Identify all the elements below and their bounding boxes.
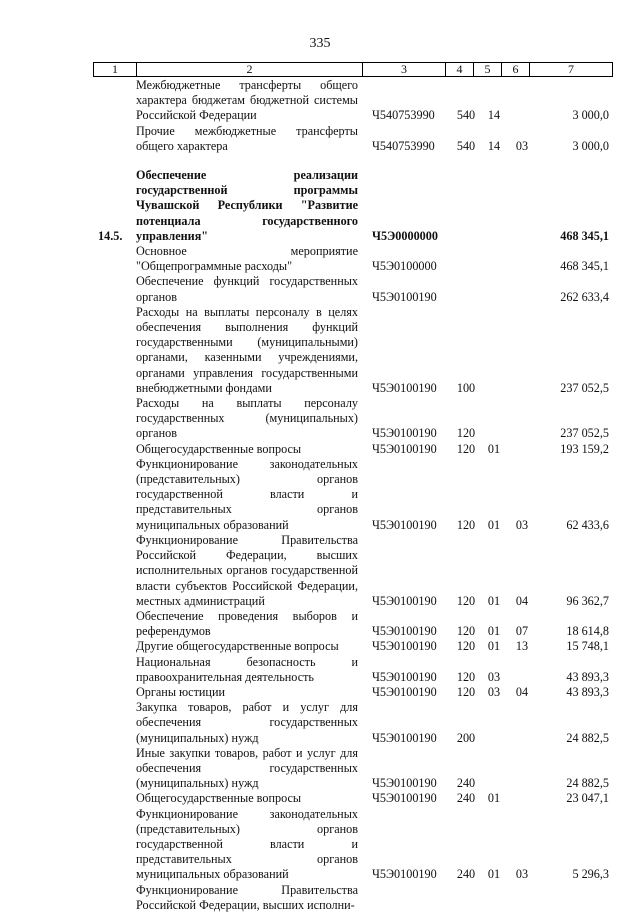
section-code: 01	[487, 867, 501, 882]
amount: 468 345,1	[560, 259, 609, 274]
row-name: Основное мероприятие "Общепрограммные расходы"	[136, 244, 358, 274]
section-code: 03	[487, 684, 501, 699]
table-header	[93, 62, 613, 77]
row-name: Обеспечение реализации государственной программы Чувашской Республики "Развитие потенциала государственного управления"	[136, 168, 358, 243]
target-article-code: Ч540753990	[372, 138, 435, 153]
row-name: Другие общегосударственные вопросы	[136, 639, 339, 654]
table-row	[93, 305, 613, 396]
section-code: 01	[487, 441, 501, 456]
table-row	[93, 746, 613, 792]
row-name: Обеспечение проведения выборов и референдумов	[136, 608, 358, 639]
row-name: Функционирование Правительства Российской Федерации, высших исполнительных органов государственной власти субъектов Российской Федерации, местных администраций	[136, 532, 358, 608]
expense-type: 240	[456, 776, 476, 791]
section-code: 01	[487, 624, 501, 639]
budget-table-body	[93, 78, 613, 913]
target-article-code: Ч5Э0100190	[372, 517, 437, 532]
target-article-code: Ч5Э0100190	[372, 593, 437, 608]
page-number: 335	[309, 36, 331, 51]
target-article-code: Ч5Э0100190	[372, 791, 437, 806]
header-cell: 6	[501, 63, 529, 76]
section-code: 14	[487, 108, 501, 123]
section-code: 01	[487, 639, 501, 654]
header-cell: 1	[112, 62, 118, 76]
amount: 43 893,3	[566, 669, 609, 684]
amount: 43 893,3	[566, 684, 609, 699]
table-row	[93, 274, 613, 304]
header-cell: 7	[529, 63, 612, 76]
subsection-code: 04	[515, 684, 529, 699]
table-row	[93, 791, 613, 806]
expense-type: 120	[456, 624, 476, 639]
table-row	[93, 533, 613, 609]
table-row	[93, 685, 613, 700]
table-row	[93, 700, 613, 746]
expense-type: 120	[456, 669, 476, 684]
table-row	[93, 124, 613, 154]
table-row	[93, 396, 613, 442]
target-article-code: Ч5Э0100000	[372, 259, 437, 274]
target-article-code: Ч5Э0100190	[372, 867, 437, 882]
header-cell: 5	[473, 63, 501, 76]
row-name: Расходы на выплаты персоналу в целях обеспечения выполнения функций государственными (муниципальными) органами, казенными учреждениями, органами управления государственными внебюджетными фондами	[136, 304, 358, 395]
amount: 96 362,7	[566, 593, 609, 608]
row-name: Общегосударственные вопросы	[136, 441, 302, 456]
target-article-code: Ч5Э0000000	[372, 228, 438, 243]
amount: 24 882,5	[566, 776, 609, 791]
section-code: 14	[487, 138, 501, 153]
expense-type: 240	[456, 791, 476, 806]
target-article-code: Ч5Э0100190	[372, 730, 437, 745]
row-name: Функционирование законодательных (представительных) органов государственной власти и представительных органов муниципальных образований	[136, 806, 358, 882]
amount: 237 052,5	[560, 380, 609, 395]
section-code: 03	[487, 669, 501, 684]
amount: 3 000,0	[572, 138, 609, 153]
subsection-code: 03	[515, 867, 529, 882]
amount: 24 882,5	[566, 730, 609, 745]
expense-type: 120	[456, 441, 476, 456]
expense-type: 120	[456, 684, 476, 699]
amount: 193 159,2	[560, 441, 609, 456]
amount: 237 052,5	[560, 426, 609, 441]
amount: 468 345,1	[560, 228, 609, 243]
table-row	[93, 442, 613, 457]
section-code: 01	[487, 517, 501, 532]
row-name: Обеспечение функций государственных органов	[136, 274, 358, 304]
table-row	[93, 244, 613, 274]
table-row	[93, 168, 613, 244]
amount: 15 748,1	[566, 639, 609, 654]
table-row	[93, 807, 613, 883]
target-article-code: Ч5Э0100190	[372, 669, 437, 684]
row-name: Национальная безопасность и правоохранительная деятельность	[136, 654, 358, 684]
header-cell: 3	[362, 63, 445, 76]
expense-type: 240	[456, 867, 476, 882]
row-name: Функционирование законодательных (представительных) органов государственной власти и представительных органов муниципальных образований	[136, 456, 358, 532]
table-row	[93, 457, 613, 533]
row-name: Иные закупки товаров, работ и услуг для обеспечения государственных (муниципальных) нужд	[136, 745, 358, 791]
table-row	[93, 639, 613, 654]
amount: 23 047,1	[566, 791, 609, 806]
subsection-code: 03	[515, 138, 529, 153]
target-article-code: Ч5Э0100190	[372, 380, 437, 395]
table-row	[93, 78, 613, 124]
header-cell: 4	[445, 63, 473, 76]
section-number: 14.5.	[98, 228, 123, 243]
target-article-code: Ч5Э0100190	[372, 639, 437, 654]
row-name: Закупка товаров, работ и услуг для обеспечения государственных (муниципальных) нужд	[136, 700, 358, 745]
expense-type: 120	[456, 426, 476, 441]
header-cell: 2	[136, 63, 362, 76]
row-name: Межбюджетные трансферты общего характера бюджетам бюджетной системы Российской Федерации	[136, 78, 358, 123]
target-article-code: Ч5Э0100190	[372, 624, 437, 639]
amount: 3 000,0	[572, 108, 609, 123]
expense-type: 100	[456, 380, 476, 395]
target-article-code: Ч5Э0100190	[372, 289, 437, 304]
section-code: 01	[487, 593, 501, 608]
target-article-code: Ч5Э0100190	[372, 441, 437, 456]
table-row	[93, 609, 613, 639]
expense-type: 120	[456, 639, 476, 654]
target-article-code: Ч540753990	[372, 108, 435, 123]
row-name: Общегосударственные вопросы	[136, 791, 302, 806]
amount: 262 633,4	[560, 289, 609, 304]
section-code: 01	[487, 791, 501, 806]
row-name: Органы юстиции	[136, 684, 225, 699]
amount: 62 433,6	[566, 517, 609, 532]
expense-type: 120	[456, 593, 476, 608]
amount: 18 614,8	[566, 624, 609, 639]
row-name: Расходы на выплаты персоналу государственных (муниципальных) органов	[136, 396, 358, 441]
target-article-code: Ч5Э0100190	[372, 776, 437, 791]
subsection-code: 03	[515, 517, 529, 532]
row-name: Функционирование Правительства Российской Федерации, высших исполни-	[136, 882, 358, 912]
table-row	[93, 883, 613, 913]
row-name: Прочие межбюджетные трансферты общего характера	[136, 123, 358, 153]
subsection-code: 04	[515, 593, 529, 608]
expense-type: 120	[456, 517, 476, 532]
expense-type: 200	[456, 730, 476, 745]
target-article-code: Ч5Э0100190	[372, 684, 437, 699]
subsection-code: 07	[515, 624, 529, 639]
target-article-code: Ч5Э0100190	[372, 426, 437, 441]
expense-type: 540	[456, 108, 476, 123]
expense-type: 540	[456, 138, 476, 153]
amount: 5 296,3	[572, 867, 609, 882]
subsection-code: 13	[515, 639, 529, 654]
table-row	[93, 655, 613, 685]
